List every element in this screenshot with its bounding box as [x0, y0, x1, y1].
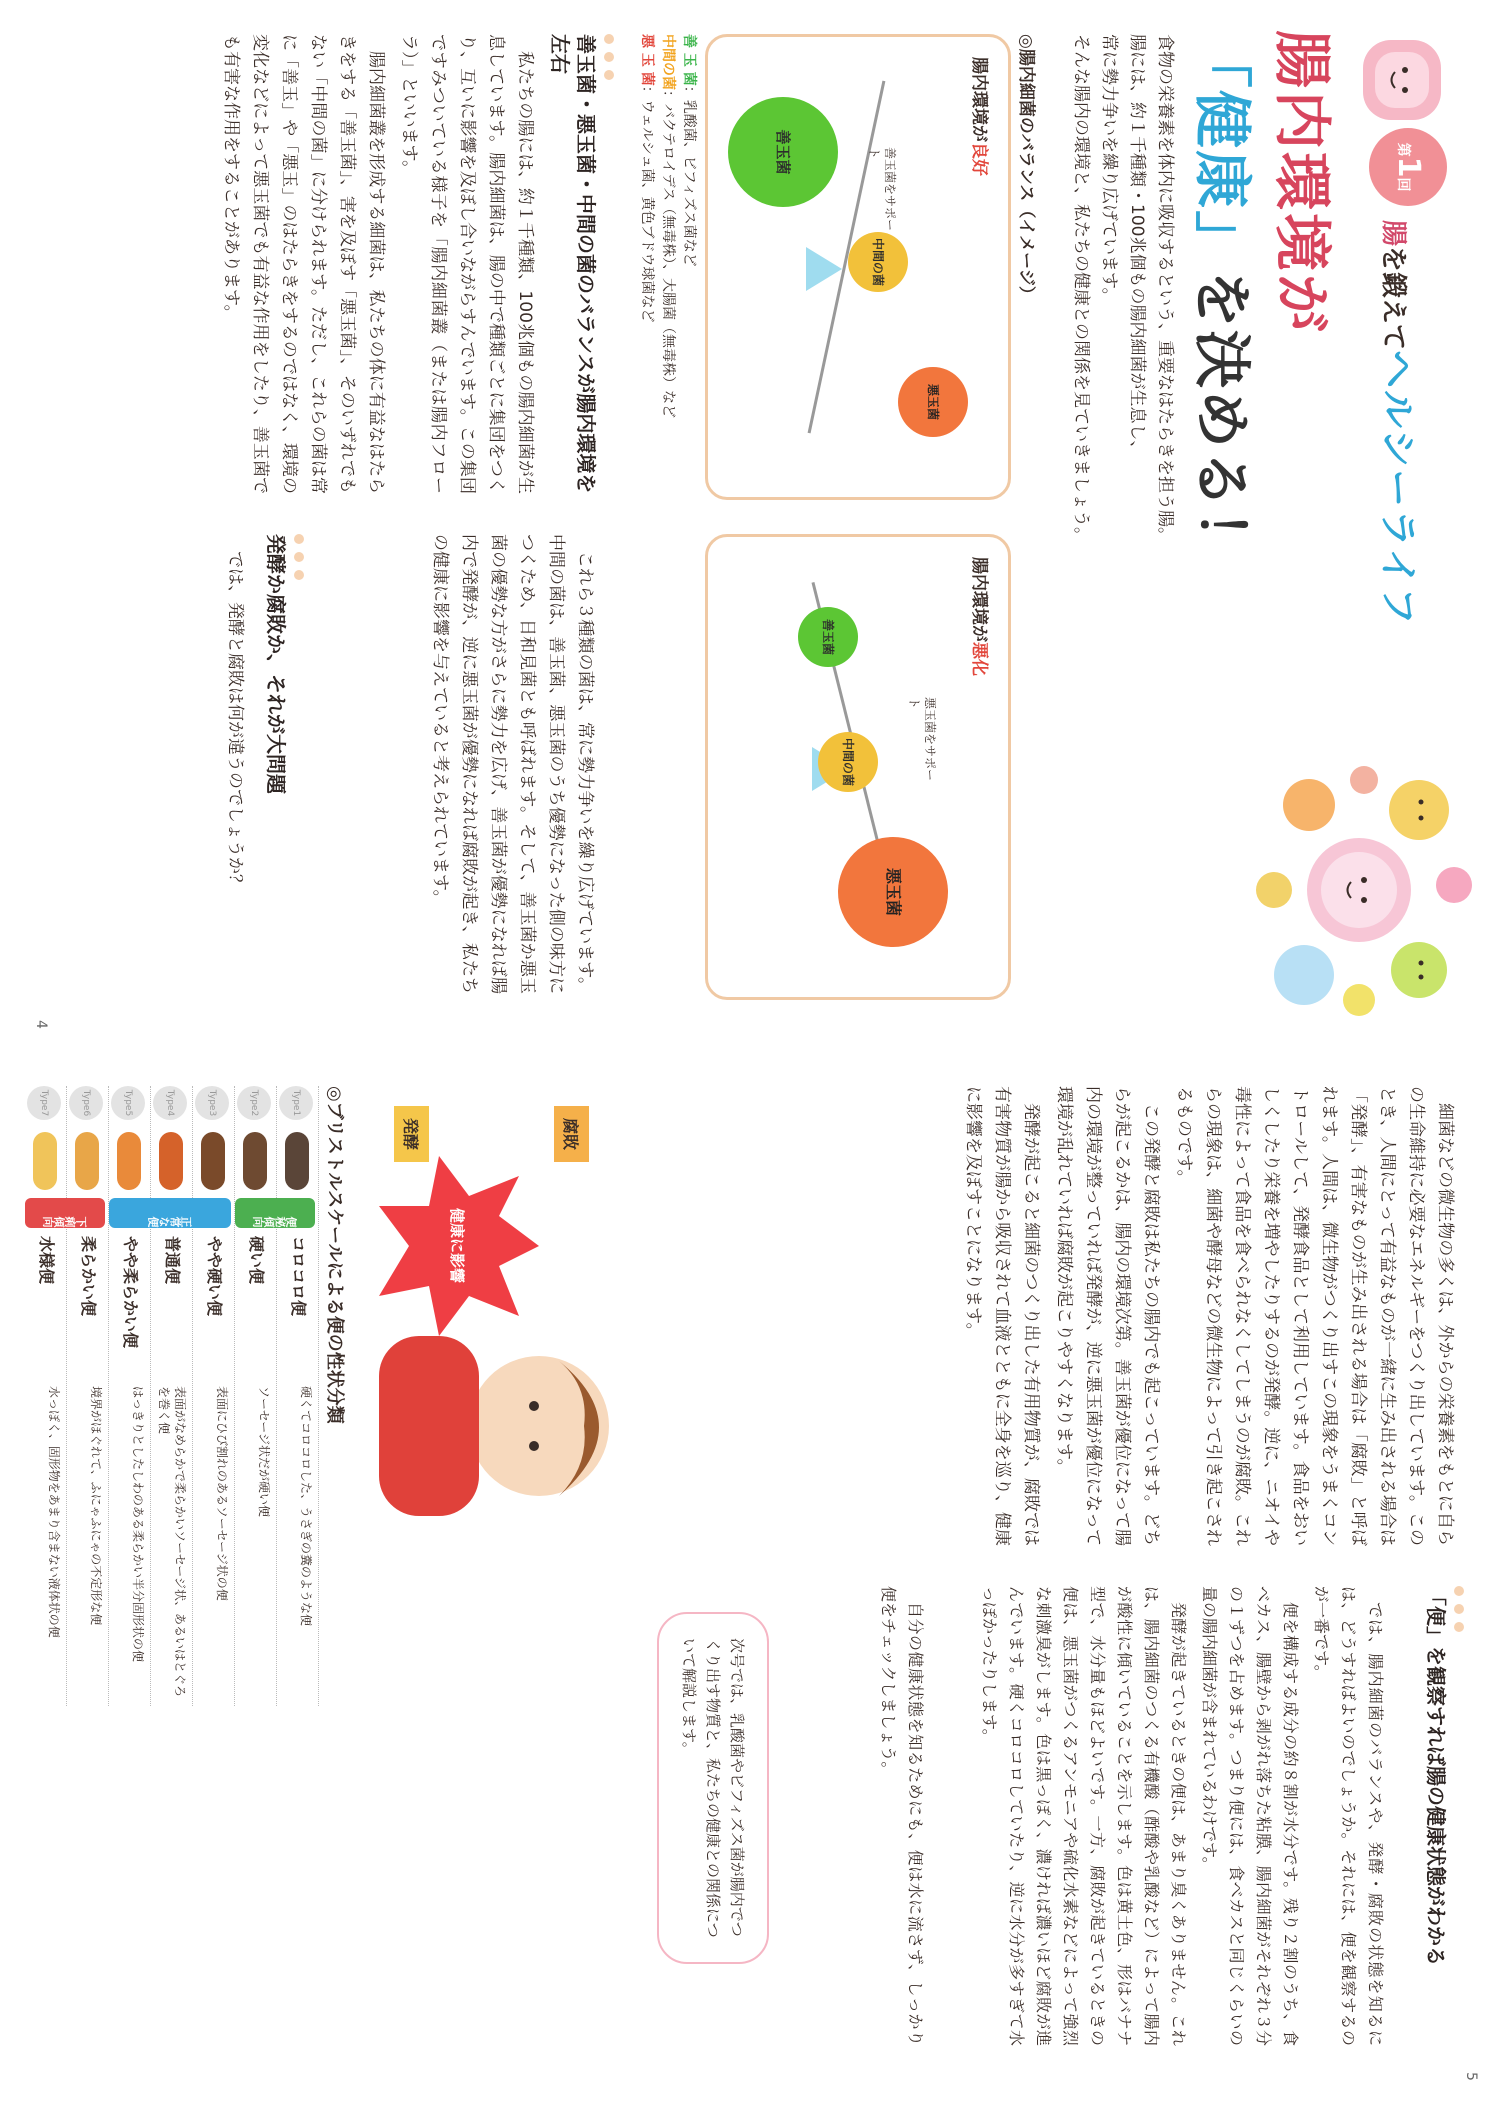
section2-body-cont: 細菌などの微生物の多くは、外からの栄養素をもとに自らの生命維持に必要なエネルギーをつくり出しています。このとき、人間にとって有益なものが一緒に生み出される場合は「発酵」、有害なものが生み出される場合は「腐敗」と呼ばれます。人間は、微生物がつくり出すこの現象をうまくコントロールして、発酵食品として利用しています。食品をおいしくしたり栄養を増やしたりするのが発酵。逆に、ニオイや毒性によって食品を食べられなくしてしまうのが腐敗。これらの現象は、細菌や酵母などの微生物によって引き起こされるものです。 この発酵と腐敗は私たちの腸内でも起こっています。どちらが起こるかは、腸内の環境次第。善玉菌が優位になって腸内の環境が整っていれば発酵が、逆に悪玉菌が優位になって環境が乱れていれば腐敗が起こりやすくなります。 発酵が起こると細菌のつくり出した有用物質が、腐敗では有害物質が腸から吸収されて血液とともに全身を巡り、健康に影響を及ぼすことになります。: [963, 1086, 1455, 1546]
stool-type-desc: 水っぽく、固形物をあまり含まない液体状の便: [47, 1386, 61, 1638]
bacteria-legend: 善 玉 菌：乳酸菌、ビフィズス菌など 中間の菌：バクテロイデス（無毒株）、大腸菌（無毒株）など 悪 玉 菌：ウェルシュ菌、黄色ブドウ球菌など: [639, 34, 697, 419]
stool-type-name: 普通便: [163, 1236, 182, 1285]
balance-good-panel: [705, 34, 1011, 500]
stool-shape-icon: [33, 1132, 57, 1190]
bristol-row: [234, 1086, 277, 1706]
mid-bacteria-ball: 中間の菌: [848, 232, 908, 292]
type-chip: Type7: [27, 1086, 61, 1120]
decor-dots: [297, 534, 309, 588]
bacteria-icon: [1283, 779, 1335, 831]
section2-heading: 発酵か腐敗か、それが大問題: [264, 534, 288, 794]
child-illustration: [369, 1086, 629, 1546]
next-issue-callout: 次号では、乳酸菌やビフィズス菌が腸内でつくり出す物質と、私たちの健康との関係について解説します。: [657, 1612, 769, 1964]
section3-body: では、腸内細菌のバランスや、発酵・腐敗の状態を知るには、どうすればよいのでしょうか。それには、便を観察するのが一番です。 便を構成する成分の約８割が水分です。残り２割のうち、食べカス、腸壁から剥がれ落ちた粘膜、腸内細菌がそれぞれ３分の１ずつを占めます。つまり便には、食べカスと同じくらいの量の腸内細菌が含まれているわけです。 発酵が起きているときの便は、あまり臭くありません。これは、腸内細菌のつくる有機酸（酢酸や乳酸など）によって腸内が酸性に傾いていることを示します。色は黄土色、形はバナナ型で、水分量もほどよいです。一方、腐敗が起きているときの便は、悪玉菌がつくるアンモニアや硫化水素などによって強烈な刺激臭がします。色は黒っぽく、濃ければ濃いほど腐敗が進んでいます。硬くコロコロしていたり、逆に水分が多すぎて水っぽかったりします。: [980, 1586, 1385, 2046]
section2-body: では、発酵と腐敗は何が違うのでしょうか？: [225, 551, 245, 891]
bristol-group-label: 下痢傾向: [25, 1198, 105, 1228]
page-left-panel: [0, 1052, 1489, 2104]
type-chip: Type4: [153, 1086, 187, 1120]
decor-dots: [1457, 1586, 1469, 1640]
type-chip: Type1: [279, 1086, 313, 1120]
bad-bacteria-burst: 悪玉菌: [838, 837, 948, 947]
support-label: 悪玉菌をサポート: [907, 697, 937, 782]
bacteria-icon: [1389, 780, 1449, 840]
bristol-title: ◎ブリストルスケールによる便の性状分類: [324, 1086, 345, 1424]
stool-shape-icon: [159, 1132, 183, 1190]
stool-type-name: 水様便: [37, 1236, 56, 1285]
stool-type-desc: はっきりとしたしわのある柔らかい半分固形状の便: [131, 1386, 145, 1663]
stool-type-desc: 境界がほぐれて、ふにゃふにゃの不定形な便: [89, 1386, 103, 1626]
stool-type-desc: 硬くてコロコロした、うさぎの糞のような便: [299, 1386, 313, 1627]
balance-bad-panel: [705, 534, 1011, 1000]
page-number: 4: [33, 1020, 49, 1029]
stool-type-name: コロコロ便: [289, 1236, 308, 1317]
stool-type-desc: 表面がなめらかで柔らかいソーセージ状、あるいはとぐろを巻く便: [157, 1386, 187, 1698]
type-chip: Type5: [111, 1086, 145, 1120]
stool-shape-icon: [201, 1132, 225, 1190]
main-title: 腸内環境が: [1268, 30, 1336, 336]
section3-closing: 自分の健康状態を知るためにも、便は水に流さず、しっかり便をチェックしましょう。: [879, 1586, 925, 2046]
tag-fuhai: 腐敗: [554, 1106, 589, 1162]
bristol-row: [192, 1086, 235, 1706]
stool-shape-icon: [117, 1132, 141, 1190]
bristol-row: [24, 1086, 67, 1706]
section1-heading: 善玉菌・悪玉菌・中間の菌のバランスが腸内環境を左右: [548, 34, 598, 494]
bad-title: 腸内環境が悪化: [969, 557, 989, 676]
bacteria-icon: [1343, 984, 1375, 1016]
type-chip: Type6: [69, 1086, 103, 1120]
stool-type-name: やや柔らかい便: [121, 1236, 140, 1349]
section3-heading: 「便」を観察すれば腸の健康状態がわかる: [1424, 1586, 1448, 1966]
stool-type-desc: 表面にひび割れのあるソーセージ状の便: [215, 1386, 229, 1601]
section1-body-2: これら３種類の菌は、常に勢力争いを繰り広げています。中間の菌は、善玉菌、悪玉菌のうち優勢になった側の味方につくため、日和見菌とも呼ばれます。そして、善玉菌か悪玉菌の優勢な方がさらに勢力を広げ、善玉菌が優勢になれば腸内で発酵が、逆に悪玉菌が優勢になれば腐敗が起き、私たちの健康に影響を与えていると考えられています。: [430, 534, 595, 994]
bristol-group-label: 正常な便: [109, 1198, 231, 1228]
bacteria-icon: [1350, 766, 1378, 794]
stool-type-name: 硬い便: [247, 1236, 266, 1285]
tag-hakkou: 発酵: [394, 1106, 429, 1162]
good-title: 腸内環境が良好: [969, 57, 989, 176]
bristol-row: [276, 1086, 319, 1706]
bristol-table: [9, 1086, 319, 1706]
fulcrum-icon: [806, 247, 842, 291]
good-bacteria-ball: 善玉菌: [728, 97, 838, 207]
support-label: 善玉菌をサポート: [867, 147, 897, 232]
type-chip: Type3: [195, 1086, 229, 1120]
decor-dots: [607, 34, 619, 88]
main-title-line2: 「健康」を決める！: [1188, 30, 1256, 571]
bacteria-icon: [1256, 872, 1292, 908]
child-body-icon: [379, 1336, 479, 1516]
bad-bacteria-burst: 悪玉菌: [898, 367, 968, 437]
series-title: 腸を鍛えてヘルシーライフ: [1376, 220, 1420, 627]
kenkou-eikyou-label: 健康に影響: [448, 1208, 466, 1284]
bristol-row: [150, 1086, 193, 1706]
bacteria-icon: [1274, 945, 1334, 1005]
bacteria-illustration: [1249, 760, 1479, 1030]
stool-shape-icon: [285, 1132, 309, 1190]
issue-badge: 第1回: [1369, 128, 1447, 206]
section1-body: 私たちの腸には、約１千種類、100兆個もの腸内細菌が生息しています。腸内細菌は、腸の中で種類ごとに集団をつくり、互いに影響を及ぼし合いながらすんでいます。この集団ですみついている様子を「腸内細菌叢（または腸内フローラ）」といいます。 腸内細菌叢を形成する細菌は、私たちの体に有益なはたらきをする「善玉菌」、害を及ぼす「悪玉菌」、そのいずれでもない「中間の菌」に分けられます。ただし、これらの菌は常に「善玉」や「悪玉」のはたらきをするのではなく、環境の変化などによって悪玉菌でも有益な作用をしたり、善玉菌でも有害な作用をすることがあります。: [221, 34, 535, 494]
stool-type-name: 柔らかい便: [79, 1236, 98, 1317]
bristol-row: [108, 1086, 151, 1706]
page-number: 5: [1463, 2072, 1479, 2081]
stool-shape-icon: [75, 1132, 99, 1190]
stool-type-name: やや硬い便: [205, 1236, 224, 1317]
bacteria-icon: [1436, 867, 1472, 903]
good-bacteria-ball: 善玉菌: [798, 607, 858, 667]
intestine-mascot-icon: [1349, 30, 1459, 130]
stool-shape-icon: [243, 1132, 267, 1190]
lead-text: 食物の栄養素を体内に吸収するという、重要なはたらきを担う腸。 腸には、約１千種類・100兆個もの腸内細菌が生息し、 常に勢力争いを繰り広げています。 そんな腸内の環境と、私たちの健康との関係を見ていきましょう。: [1071, 34, 1175, 544]
stool-type-desc: ソーセージ状だが硬い便: [257, 1386, 271, 1518]
bristol-row: [66, 1086, 109, 1706]
bacteria-icon: [1391, 942, 1447, 998]
type-chip: Type2: [237, 1086, 271, 1120]
balance-heading: ◎腸内細菌のバランス（イメージ）: [1016, 34, 1036, 303]
mid-bacteria-ball: 中間の菌: [818, 732, 878, 792]
bristol-group-label: 便秘傾向: [235, 1198, 315, 1228]
